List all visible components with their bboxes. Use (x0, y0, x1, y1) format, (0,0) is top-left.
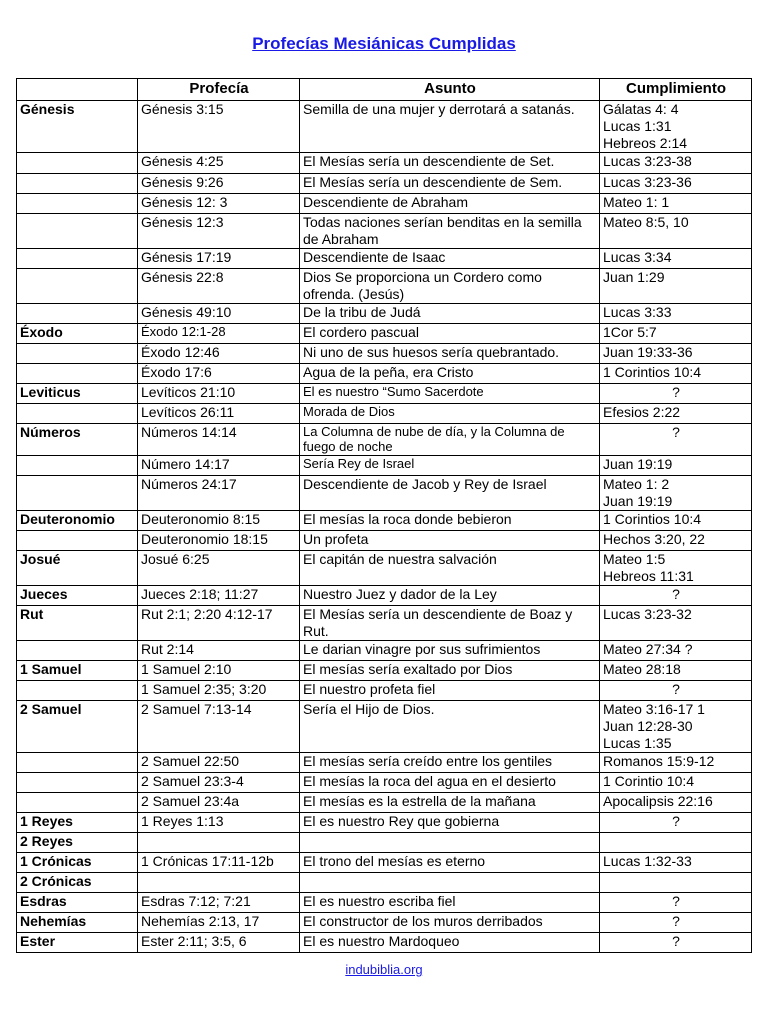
book-cell: 1 Reyes (17, 813, 138, 833)
book-cell: Josué (17, 551, 138, 586)
table-row (17, 551, 752, 586)
prophecy-cell: Génesis 4:25 (138, 153, 300, 174)
prophecy-cell: Números 14:14 (138, 424, 300, 456)
fulfillment-cell: Lucas 3:23-32 (600, 606, 752, 641)
book-cell: Génesis (17, 101, 138, 153)
fulfillment-cell: Hechos 3:20, 22 (600, 531, 752, 551)
book-cell (17, 364, 138, 384)
book-cell: Deuteronomio (17, 511, 138, 531)
topic-cell: Sería Rey de Israel (300, 456, 600, 476)
prophecy-cell: 2 Samuel 23:3-4 (138, 773, 300, 793)
fulfillment-cell: Lucas 1:32-33 (600, 853, 752, 873)
header-prophecy: Profecía (138, 79, 300, 101)
topic-cell: Todas naciones serían benditas en la semilla de Abraham (300, 214, 600, 249)
topic-cell: La Columna de nube de día, y la Columna de fuego de noche (300, 424, 600, 456)
prophecy-cell: Génesis 9:26 (138, 174, 300, 194)
book-cell: Rut (17, 606, 138, 641)
fulfillment-cell: Juan 19:19 (600, 456, 752, 476)
table-row (17, 153, 752, 174)
prophecy-cell: Rut 2:14 (138, 641, 300, 661)
book-cell (17, 214, 138, 249)
table-row (17, 344, 752, 364)
topic-cell: El mesías la roca donde bebieron (300, 511, 600, 531)
fulfillment-cell: Efesios 2:22 (600, 404, 752, 424)
table-row (17, 249, 752, 269)
prophecy-cell: 2 Samuel 22:50 (138, 753, 300, 773)
table-row (17, 424, 752, 456)
topic-cell: El Mesías sería un descendiente de Set. (300, 153, 600, 174)
book-cell (17, 456, 138, 476)
fulfillment-cell: 1Cor 5:7 (600, 324, 752, 344)
book-cell (17, 773, 138, 793)
prophecy-cell: 1 Samuel 2:35; 3:20 (138, 681, 300, 701)
prophecy-cell (138, 833, 300, 853)
fulfillment-cell: ? (600, 424, 752, 456)
fulfillment-cell: Apocalipsis 22:16 (600, 793, 752, 813)
table-row (17, 641, 752, 661)
prophecy-cell (138, 873, 300, 893)
fulfillment-cell: Juan 19:33-36 (600, 344, 752, 364)
topic-cell: El es nuestro “Sumo Sacerdote (300, 384, 600, 404)
prophecy-cell: Génesis 49:10 (138, 304, 300, 324)
table-row (17, 701, 752, 753)
topic-cell: Morada de Dios (300, 404, 600, 424)
table-row (17, 606, 752, 641)
table-row (17, 833, 752, 853)
book-cell (17, 153, 138, 174)
table-row (17, 873, 752, 893)
book-cell (17, 476, 138, 511)
topic-cell: Agua de la peña, era Cristo (300, 364, 600, 384)
book-cell: Jueces (17, 586, 138, 606)
header-row (17, 79, 752, 101)
fulfillment-cell: Lucas 3:34 (600, 249, 752, 269)
fulfillment-cell: Gálatas 4: 4 Lucas 1:31 Hebreos 2:14 (600, 101, 752, 153)
fulfillment-cell: ? (600, 893, 752, 913)
book-cell (17, 681, 138, 701)
topic-cell: El mesías sería creído entre los gentiles (300, 753, 600, 773)
fulfillment-cell: Juan 1:29 (600, 269, 752, 304)
book-cell: Esdras (17, 893, 138, 913)
prophecy-cell: Deuteronomio 8:15 (138, 511, 300, 531)
topic-cell: Nuestro Juez y dador de la Ley (300, 586, 600, 606)
table-row (17, 753, 752, 773)
fulfillment-cell: Romanos 15:9-12 (600, 753, 752, 773)
book-cell (17, 269, 138, 304)
fulfillment-cell: Mateo 1: 2 Juan 19:19 (600, 476, 752, 511)
topic-cell: El cordero pascual (300, 324, 600, 344)
fulfillment-cell: Mateo 1: 1 (600, 194, 752, 214)
table-row (17, 913, 752, 933)
topic-cell: El capitán de nuestra salvación (300, 551, 600, 586)
book-cell (17, 753, 138, 773)
page-title[interactable]: Profecías Mesiánicas Cumplidas (252, 34, 516, 53)
book-cell: Nehemías (17, 913, 138, 933)
book-cell: Éxodo (17, 324, 138, 344)
book-cell (17, 404, 138, 424)
table-row (17, 793, 752, 813)
topic-cell: Sería el Hijo de Dios. (300, 701, 600, 753)
topic-cell: El nuestro profeta fiel (300, 681, 600, 701)
prophecy-cell: Jueces 2:18; 11:27 (138, 586, 300, 606)
topic-cell (300, 873, 600, 893)
book-cell (17, 793, 138, 813)
book-cell: Leviticus (17, 384, 138, 404)
fulfillment-cell: Mateo 1:5 Hebreos 11:31 (600, 551, 752, 586)
table-row (17, 853, 752, 873)
fulfillment-cell: Mateo 28:18 (600, 661, 752, 681)
fulfillment-cell: 1 Corintios 10:4 (600, 511, 752, 531)
book-cell (17, 194, 138, 214)
book-cell: 2 Reyes (17, 833, 138, 853)
topic-cell (300, 833, 600, 853)
table-row (17, 893, 752, 913)
topic-cell: El es nuestro Rey que gobierna (300, 813, 600, 833)
book-cell: 2 Samuel (17, 701, 138, 753)
prophecy-cell: Éxodo 12:1-28 (138, 324, 300, 344)
prophecy-cell: Deuteronomio 18:15 (138, 531, 300, 551)
topic-cell: El Mesías sería un descendiente de Sem. (300, 174, 600, 194)
fulfillment-cell: ? (600, 813, 752, 833)
prophecy-cell: Número 14:17 (138, 456, 300, 476)
fulfillment-cell: 1 Corintio 10:4 (600, 773, 752, 793)
prophecy-cell: Números 24:17 (138, 476, 300, 511)
table-row (17, 476, 752, 511)
topic-cell: El mesías sería exaltado por Dios (300, 661, 600, 681)
table-row (17, 384, 752, 404)
prophecy-cell: Génesis 22:8 (138, 269, 300, 304)
fulfillment-cell: Lucas 3:23-38 (600, 153, 752, 174)
topic-cell: Un profeta (300, 531, 600, 551)
fulfillment-cell: Mateo 3:16-17 1 Juan 12:28-30 Lucas 1:35 (600, 701, 752, 753)
fulfillment-cell: Mateo 27:34 ? (600, 641, 752, 661)
table-row (17, 194, 752, 214)
fulfillment-cell (600, 873, 752, 893)
table-row (17, 813, 752, 833)
book-cell (17, 641, 138, 661)
table-row (17, 456, 752, 476)
fulfillment-cell: ? (600, 933, 752, 953)
table-row (17, 324, 752, 344)
fulfillment-cell: Lucas 3:33 (600, 304, 752, 324)
prophecy-cell: Génesis 17:19 (138, 249, 300, 269)
fulfillment-cell: Mateo 8:5, 10 (600, 214, 752, 249)
book-cell: Números (17, 424, 138, 456)
book-cell (17, 249, 138, 269)
topic-cell: De la tribu de Judá (300, 304, 600, 324)
prophecy-cell: 2 Samuel 23:4a (138, 793, 300, 813)
header-book (17, 79, 138, 101)
topic-cell: El Mesías sería un descendiente de Boaz y Rut. (300, 606, 600, 641)
prophecy-cell: Génesis 3:15 (138, 101, 300, 153)
prophecy-cell: Ester 2:11; 3:5, 6 (138, 933, 300, 953)
fulfillment-cell: ? (600, 384, 752, 404)
book-cell: 2 Crónicas (17, 873, 138, 893)
prophecy-cell: Esdras 7:12; 7:21 (138, 893, 300, 913)
topic-cell: Ni uno de sus huesos sería quebrantado. (300, 344, 600, 364)
table-row (17, 404, 752, 424)
prophecy-cell: Génesis 12: 3 (138, 194, 300, 214)
prophecy-cell: 1 Samuel 2:10 (138, 661, 300, 681)
prophecy-cell: Éxodo 12:46 (138, 344, 300, 364)
footer-link[interactable]: indubiblia.org (345, 962, 423, 977)
book-cell: 1 Samuel (17, 661, 138, 681)
prophecy-cell: Levíticos 26:11 (138, 404, 300, 424)
book-cell (17, 174, 138, 194)
table-row (17, 681, 752, 701)
table-row (17, 531, 752, 551)
book-cell (17, 344, 138, 364)
topic-cell: El mesías es la estrella de la mañana (300, 793, 600, 813)
topic-cell: Le darian vinagre por sus sufrimientos (300, 641, 600, 661)
prophecy-cell: 1 Reyes 1:13 (138, 813, 300, 833)
prophecy-cell: 2 Samuel 7:13-14 (138, 701, 300, 753)
table-row (17, 174, 752, 194)
table-row (17, 304, 752, 324)
table-row (17, 511, 752, 531)
table-row (17, 586, 752, 606)
table-row (17, 101, 752, 153)
topic-cell: Descendiente de Isaac (300, 249, 600, 269)
topic-cell: El trono del mesías es eterno (300, 853, 600, 873)
book-cell (17, 531, 138, 551)
prophecy-cell: 1 Crónicas 17:11-12b (138, 853, 300, 873)
prophecy-table (16, 78, 752, 953)
topic-cell: Dios Se proporciona un Cordero como ofrenda. (Jesús) (300, 269, 600, 304)
table-row (17, 773, 752, 793)
prophecy-cell: Levíticos 21:10 (138, 384, 300, 404)
book-cell (17, 304, 138, 324)
prophecy-cell: Rut 2:1; 2:20 4:12-17 (138, 606, 300, 641)
table-row (17, 933, 752, 953)
fulfillment-cell: Lucas 3:23-36 (600, 174, 752, 194)
fulfillment-cell (600, 833, 752, 853)
fulfillment-cell: 1 Corintios 10:4 (600, 364, 752, 384)
header-topic: Asunto (300, 79, 600, 101)
table-row (17, 364, 752, 384)
book-cell: Ester (17, 933, 138, 953)
prophecy-cell: Génesis 12:3 (138, 214, 300, 249)
topic-cell: El mesías la roca del agua en el desierto (300, 773, 600, 793)
table-row (17, 269, 752, 304)
topic-cell: El es nuestro Mardoqueo (300, 933, 600, 953)
topic-cell: Descendiente de Jacob y Rey de Israel (300, 476, 600, 511)
fulfillment-cell: ? (600, 586, 752, 606)
topic-cell: El constructor de los muros derribados (300, 913, 600, 933)
prophecy-cell: Éxodo 17:6 (138, 364, 300, 384)
topic-cell: Descendiente de Abraham (300, 194, 600, 214)
table-row (17, 661, 752, 681)
prophecy-cell: Nehemías 2:13, 17 (138, 913, 300, 933)
fulfillment-cell: ? (600, 913, 752, 933)
prophecy-cell: Josué 6:25 (138, 551, 300, 586)
topic-cell: Semilla de una mujer y derrotará a satanás. (300, 101, 600, 153)
fulfillment-cell: ? (600, 681, 752, 701)
topic-cell: El es nuestro escriba fiel (300, 893, 600, 913)
table-row (17, 214, 752, 249)
table-body (17, 101, 752, 953)
book-cell: 1 Crónicas (17, 853, 138, 873)
header-fulfillment: Cumplimiento (600, 79, 752, 101)
